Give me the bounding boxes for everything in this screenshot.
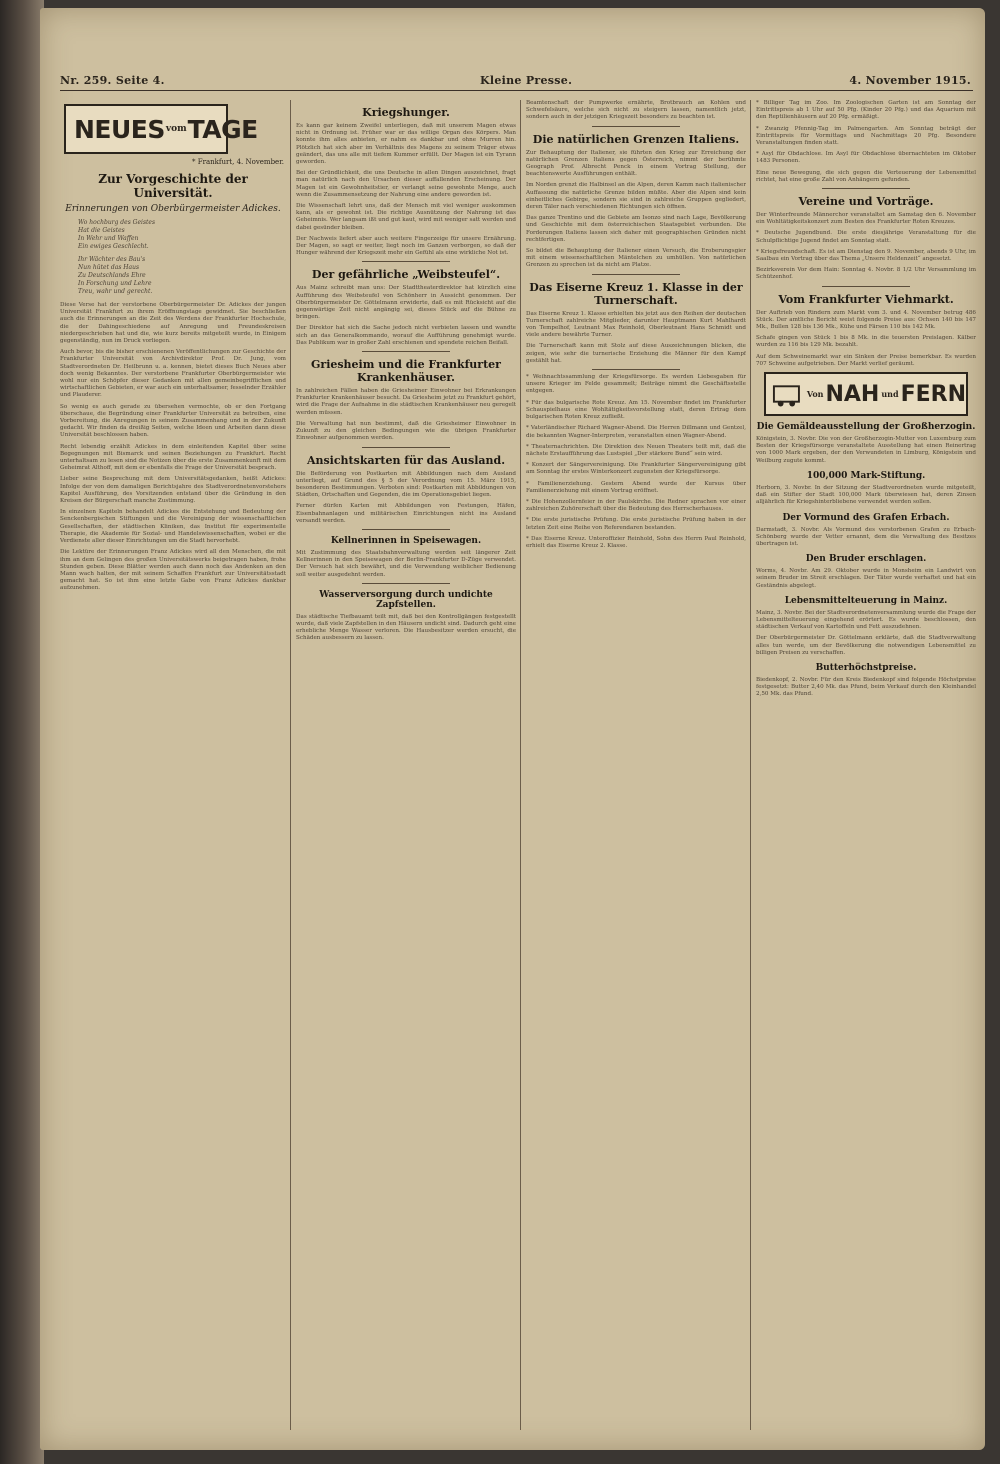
issue-number: Nr. 259. Seite 4.	[60, 74, 165, 87]
column-1	[60, 100, 286, 1430]
article-title: Zur Vorgeschichte der Universität.	[98, 172, 248, 200]
notice: * Deutsche Jugendbund. Die erste diesjährige Veranstaltung für die Schulpflichtige Jugend findet am Sonntag statt.	[756, 230, 976, 244]
paragraph: Beamtenschaft der Pumpwerke ernährte, Brotbrauch an Kohlen und Schwefelsäure, welche sich nicht zu steigern lassen, namentlich jetzt, sondern auch in der jetzigen Kriegszeit besonders zu beachten ist.	[526, 100, 746, 121]
column-3	[526, 100, 746, 1430]
paragraph: Diese Verse hat der verstorbene Oberbürgermeister Dr. Adickes der jungen Universität Frankfurt zu ihrem Eröffnungstage gewidmet. Sie beschließen auch die Erinnerungen an die Zeit des Werdens der Frankfurter Hochschule, die der Dahingeschiedene auf Anregung und Freundeskreisen niedergeschrieben hat und die, wie kurz bereits mitgeteilt wurde, in Einigem gegenständig, nun im Druck vorliegen.	[60, 302, 286, 345]
article-title: Der Vormund des Grafen Erbach.	[782, 512, 950, 523]
paragraph: Im Norden grenzt die Halbinsel an die Alpen, deren Kamm nach italienischer Auffassung die natürliche Grenze bilden müßte. Aber die Alpen sind kein einheitliches Gebirge, sondern sie sind in zahlreiche Gruppen gegliedert, deren Täler nach verschiedenen Richtungen sich öffnen.	[526, 182, 746, 211]
poem-line: Zu Deutschlands Ehre	[78, 272, 146, 279]
news-item: * Theaternachrichten. Die Direktion des Neuen Theaters teilt mit, daß die nächste Erstaufführung das Lustspiel „Der stärkere Bund“ sein wird.	[526, 443, 746, 457]
news-item: * Das Eiserne Kreuz. Unteroffizier Reinhold, Sohn des Herrn Paul Reinhold, erhielt das Eiserne Kreuz 2. Klasse.	[526, 535, 746, 549]
separator	[592, 274, 680, 275]
notice: Der Winterfreunde Männerchor veranstaltet am Samstag den 6. November ein Wohltätigkeitskonzert zum Besten des Frankfurter Roten Kreuzes.	[756, 212, 976, 226]
paragraph: In einzelnen Kapiteln behandelt Adickes die Entstehung und Bedeutung der Senckenbergischen Stiftungen und die Vereinigung der wissenschaftlichen Gesellschaften, der städtischen Kliniken, das Institut für experimentelle Therapie, die Akademie für Sozial- und Handelswissenschaften, wobei er die Verdienste aller dieser Einrichtungen um die Stadt hervorhebt.	[60, 509, 286, 545]
article-title: Der gefährliche „Weibsteufel“.	[311, 268, 501, 282]
paragraph: Der Direktor hat sich die Sache jedoch nicht verbieten lassen und wandte sich an das Generalkommando, worauf die Aufführung genehmigt wurde. Das Publikum war in großer Zahl erschienen und spendete reichen Beifall.	[296, 325, 516, 346]
book-spine	[0, 0, 44, 1464]
dateline: * Frankfurt, 4. November.	[192, 158, 284, 166]
poem-line: In Forschung und Lehre	[78, 280, 152, 287]
paragraph: Herborn, 3. Novbr. In der Sitzung der Stadtverordneten wurde mitgeteilt, daß ein Stifter der Stadt 100,000 Mark überwiesen hat, deren Zinsen alljährlich für Kriegshinterbliebene verwendet werden sollen.	[756, 484, 976, 506]
notice: Bezirksverein Vor dem Hain: Sonntag 4. Novbr. 8 1/2 Uhr Versammlung im Schützenhof.	[756, 267, 976, 281]
poem-line: In Wehr und Waffen	[78, 235, 139, 242]
logo-word-fern: FERN	[900, 381, 966, 407]
paragraph: Auch bevor, bis die bisher erschienenen Veröffentlichungen zur Geschichte der Frankfurter Universität von Archivdirektor Prof. Dr. Jung, vom Stadtverordneten Dr. Heilbrunn u. a. kennen, bietet dieses Buch Neues aber doch wenig Bekanntes. Der verstorbene Frankfurter Oberbürgermeister wie wohl nur ein Schöpfer dieser Gedanken mit allen gemeinbegrifflichen und wirtschaftlichen Gebieten, er war auch ein unterhaltsamer, fesselnder Erzähler und Plauderer.	[60, 349, 286, 399]
newspaper-name: Kleine Presse.	[480, 74, 573, 87]
paragraph: Bei der Gründlichkeit, die uns Deutsche in allen Dingen auszeichnet, fragt man natürlich nach den Ursachen dieser auffallenden Erscheinung. Der Magen ist ein Gewohnheitstier, er verlangt seine gewohnte Menge, auch wenn die Zusammensetzung der Nahrung eine andere geworden ist.	[296, 170, 516, 198]
paragraph: Der Oberbürgermeister Dr. Göttelmann erklärte, daß die Stadtverwaltung alles tun werde, um der Bevölkerung die notwendigen Lebensmittel zu billigen Preisen zu verschaffen.	[756, 635, 976, 656]
paragraph: Die Wissenschaft lehrt uns, daß der Mensch mit viel weniger auskommen kann, als er gewohnt ist. Die richtige Ausnützung der Nahrung ist das Geheimnis. Wer langsam ißt und gut kaut, wird mit weniger satt werden und dabei gesünder bleiben.	[296, 203, 516, 231]
article-title: Die Gemäldeausstellung der Großherzogin.	[756, 422, 976, 433]
article-title: Lebensmittelteuerung in Mainz.	[784, 595, 948, 606]
column-2	[296, 100, 516, 1430]
article-subtitle: Erinnerungen von Oberbürgermeister Adickes.	[65, 204, 281, 214]
neues-vom-tage-logo	[64, 104, 258, 154]
article-title: Kellnerinnen in Speisewagen.	[330, 535, 482, 546]
newspaper-page	[40, 8, 985, 1450]
article-title: Ansichtskarten für das Ausland.	[306, 453, 506, 467]
news-item: * Vaterländischer Richard Wagner-Abend. Die Herren Dillmann und Gentzel, die bekannten Wagner-Interpreten, veranstalten einen Wagner-Abend.	[526, 425, 746, 439]
column-divider	[750, 100, 751, 1430]
column-divider	[520, 100, 521, 1430]
separator	[362, 583, 450, 584]
paragraph: Auf dem Schweinemarkt war ein Sinken der Preise bemerkbar. Es wurden 707 Schweine aufgetrieben. Der Markt verlief geräumt.	[756, 353, 976, 367]
paragraph: Das ganze Trentino und die Gebiete am Isonzo sind nach Lage, Bevölkerung und Geschichte mit dem österreichischen Staatsgebiet verbunden. Die Forderungen Italiens lassen sich daher mit geographischen Gründen nicht rechtfertigen.	[526, 215, 746, 243]
paragraph: Die Turnerschaft kann mit Stolz auf diese Auszeichnungen blicken, die zeigen, wie sehr die turnerische Erziehung die Männer für den Kampf gestählt hat.	[526, 343, 746, 364]
article-title: Den Bruder erschlagen.	[805, 554, 927, 565]
column-divider	[290, 100, 291, 1430]
paragraph: Das Eiserne Kreuz 1. Klasse erhielten bis jetzt aus den Reihen der deutschen Turnerschaft zahlreiche Mitglieder, darunter Hauptmann Kurt Mahlhardt von Tempelhof, Leutnant Max Reinhold, Oberleutnant Hans Schmidt und viele andere bewährte Turner.	[526, 310, 746, 339]
paragraph: Recht lebendig erzählt Adickes in dem einleitenden Kapitel über seine Begegnungen mit Bismarck und seinen Beziehungen zu Frankfurt. Recht unterhaltsam zu lesen sind die Notizen über die erste Zusammenkunft mit dem Geheimrat Althoff, mit dem er ebenfalls die Frage der Universität besprach.	[60, 443, 286, 472]
von-nah-und-fern-logo	[764, 372, 968, 416]
poem-line: Ein ewiges Geschlecht.	[78, 243, 149, 250]
notice: * Asyl für Obdachlose. Im Asyl für Obdachlose übernachteten im Oktober 1483 Personen.	[756, 151, 976, 165]
article-title: Griesheim und die Frankfurter Krankenhäuser.	[311, 358, 501, 385]
column-4	[756, 100, 976, 1430]
poem-line: Wo hochburg des Geistes	[78, 219, 156, 226]
article-title: Die natürlichen Grenzen Italiens.	[532, 132, 740, 146]
paragraph: Zur Behauptung der Italiener, sie führten den Krieg zur Erreichung der natürlichen Grenzen Italiens gegen Österreich, nimmt der berühmte Geograph Prof. Albrecht Penck in einem Vortrag Stellung, der beachtenswerte Ausführungen enthält.	[526, 149, 746, 178]
poem-line: Ihr Wächter des Bau's	[78, 256, 146, 263]
section-title: Vom Frankfurter Viehmarkt.	[778, 292, 954, 306]
separator	[362, 447, 450, 448]
header-rule	[60, 90, 973, 91]
news-item: * Konzert der Sängervereinigung. Die Frankfurter Sängervereinigung gibt am Sonntag ihr erstes Winterkonzert zugunsten der Kriegsfürsorge.	[526, 462, 746, 476]
logo-word-vom: vom	[165, 124, 187, 134]
notice: * Kriegsfreundschaft. Es ist am Dienstag den 9. November, abends 9 Uhr, im Saalbau ein Vortrag über das Thema „Unsere Heldenzeit“ angesetzt.	[756, 248, 976, 263]
paragraph: Worms, 4. Novbr. Am 29. Oktober wurde in Monsheim ein Landwirt von seinem Bruder im Streit erschlagen. Der Täter wurde verhaftet und hat ein Geständnis abgelegt.	[756, 568, 976, 589]
travel-figure-icon	[772, 380, 801, 408]
separator	[592, 126, 680, 127]
paragraph: Die Verwaltung hat nun bestimmt, daß die Griesheimer Einwohner in Zukunft zu den gleichen Bedingungen wie die übrigen Frankfurter Einwohner aufgenommen werden.	[296, 420, 516, 442]
news-item: * Familienerziehung. Gestern Abend wurde der Kursus über Familienerziehung mit einem Vortrag eröffnet.	[526, 480, 746, 494]
paragraph: Mit Zustimmung des Staatsbahnverwaltung werden seit längerer Zeit Kellnerinnen in den Speisewagen der Berlin-Frankfurter D-Züge verwendet. Der Versuch hat sich bewährt, und die Verwendung weiblicher Bedienung soll weiter ausgedehnt werden.	[296, 549, 516, 578]
news-item: * Für das bulgarische Rote Kreuz. Am 15. November findet im Frankfurter Schauspielhaus eine Wohltätigkeitsvorstellung statt, deren Ertrag dem bulgarischen Roten Kreuz zufließt.	[526, 399, 746, 421]
article-title: Wasserversorgung durch undichte Zapfstellen.	[319, 589, 493, 610]
poem-line: Nun hütet das Haus	[78, 264, 140, 271]
paragraph: Ferner dürfen Karten mit Abbildungen von Festungen, Häfen, Eisenbahnanlagen und militärischen Einrichtungen nicht ins Ausland versandt werden.	[296, 503, 516, 524]
paragraph: Mainz, 3. Novbr. Bei der Stadtverordnetenversammlung wurde die Frage der Lebensmittelteuerung eingehend erörtert. Es wurde beschlossen, den städtischen Verkauf von Kartoffeln und Fett auszudehnen.	[756, 609, 976, 631]
paragraph: So bildet die Behauptung der Italiener einen Versuch, die Eroberungsgier mit einem wissenschaftlichen Mäntelchen zu umhüllen. Von natürlichen Grenzen zu sprechen ist da nicht am Platze.	[526, 248, 746, 269]
notice: * Billiger Tag im Zoo. Im Zoologischen Garten ist am Sonntag der Eintrittspreis ab 1 Uhr auf 50 Pfg. (Kinder 20 Pfg.) und das Aquarium mit den Reptilienhäusern auf 20 Pfg. ermäßigt.	[756, 100, 976, 121]
news-item: * Weihnachtssammlung der Kriegsfürsorge. Es werden Liebesgaben für unsere Krieger im Felde gesammelt; Beiträge nimmt die Geschäftsstelle entgegen.	[526, 374, 746, 395]
paragraph: Der Auftrieb von Rindern zum Markt vom 3. und 4. November betrug 486 Stück. Der amtliche Bericht weist folgende Preise aus: Ochsen 140 bis 147 Mk., Bullen 128 bis 136 Mk., Kühe und Färsen 110 bis 142 Mk.	[756, 309, 976, 331]
separator	[592, 369, 680, 370]
article-title: 100,000 Mark-Stiftung.	[806, 470, 926, 481]
news-item: * Die Hohenzollernfeier in der Paulskirche. Die Redner sprachen vor einer zahlreichen Zuhörerschaft über die Bedeutung des Herrscherhauses.	[526, 498, 746, 513]
paragraph: In zahlreichen Fällen haben die Griesheimer Einwohner bei Erkrankungen Frankfurter Krankenhäuser besucht. Da Griesheim jetzt zu Frankfurt gehört, wird die Frage der Aufnahme in die städtischen Krankenhäuser neu geregelt werden müssen.	[296, 388, 516, 416]
article-title: Das Eiserne Kreuz 1. Klasse in der Turnerschaft.	[529, 280, 743, 307]
paragraph: Das städtische Tiefbauamt teilt mit, daß bei den Kontrollgängen festgestellt wurde, daß viele Zapfstellen in den Häusern undicht sind. Dadurch geht eine erhebliche Menge Wasser verloren. Die Hausbesitzer werden ersucht, die Schäden ausbessern zu lassen.	[296, 613, 516, 642]
logo-word-neues: NEUES	[74, 114, 165, 144]
separator	[822, 188, 910, 189]
separator	[362, 351, 450, 352]
poem-line: Hat die Geistes	[78, 227, 125, 234]
paragraph: Lieber seine Besprechung mit dem Universitätsgedanken, heißt Adickes: Infolge der von dem damaligen Berichtsjahre des Stadtverordnetenvorstehers Kapitel Ausführung, des Vorsitzenden entstand über die Gründung in den Kreisen der Bürgerschaft manche Zustimmung.	[60, 476, 286, 505]
logo-word-nah: NAH	[825, 381, 880, 407]
poem-line: Treu, wahr und gerecht.	[78, 288, 153, 295]
paragraph: Königstein, 3. Novbr. Die von der Großherzogin-Mutter von Luxemburg zum Besten der Kriegsfürsorge veranstaltete Ausstellung hat einen Reinertrag von 1000 Mark ergeben, der den Verwundeten in Limburg, Königstein und Weilburg zugute kommt.	[756, 436, 976, 464]
news-item: * Die erste juristische Prüfung. Die erste juristische Prüfung haben in der letzten Zeit eine Reihe von Referendaren bestanden.	[526, 517, 746, 531]
paragraph: Aus Mainz schreibt man uns: Der Stadttheaterdirektor hat kürzlich eine Aufführung des Weibsteufel von Schönherr in Aussicht genommen. Der Oberbürgermeister Dr. Göttelmann erwiderte, daß es mit Rücksicht auf die gegenwärtige Zeit nicht angängig sei, dieses Stück auf die Bühne zu bringen.	[296, 285, 516, 321]
logo-word-von: Von	[806, 389, 824, 400]
paragraph: Biedenkopf, 2. Novbr. Für den Kreis Biedenkopf sind folgende Höchstpreise festgesetzt: Butter 2,40 Mk. das Pfund, beim Verkauf durch den Kleinhandel 2,50 Mk. das Pfund.	[756, 676, 976, 698]
notice: Eine neue Bewegung, die sich gegen die Verteuerung der Lebensmittel richtet, hat eine große Zahl von Anhängern gefunden.	[756, 169, 976, 183]
notice: * Zwanzig Pfennig-Tag im Palmengarten. Am Sonntag beträgt der Eintrittspreis für Vormittags und Nachmittags 20 Pfg. Besondere Veranstaltungen finden statt.	[756, 125, 976, 147]
section-title: Vereine und Vorträge.	[798, 195, 934, 209]
article-title: Butterhöchstpreise.	[815, 662, 917, 673]
paragraph: Die Beförderung von Postkarten mit Abbildungen nach dem Ausland unterliegt, auf Grund des § 5 der Verordnung vom 15. März 1915, besonderen Bestimmungen. Verboten sind: Postkarten mit Abbildungen von Städten, Ortschaften und Gegenden, die im Operationsgebiet liegen.	[296, 470, 516, 499]
paragraph: Die Lektüre der Erinnerungen Franz Adickes wird all den Menschen, die mit ihm an dem Gelingen des großen Universitätswerks beigetragen haben, frohe Stunden geben. Diese Blätter werden auch dann noch das Andenken an den Mann wach halten, der mit seinem Schaffen Frankfurt zur Universitätsstadt gemacht hat. So ist ihm eine letzte Gabe von Franz Adickes dankbar aufzunehmen.	[60, 549, 286, 592]
issue-date: 4. November 1915.	[849, 74, 971, 87]
paragraph: So wenig es auch gerade zu übersehen vermochte, ob er den Fortgang überschaue, die Begründung einer Frankfurter Universität zu betreiben, eine Vorbereitung, die Anregungen in seinem Zusammenhang und in der Zukunft gedacht. Wir finden da dreißig Seiten, welche Ideen und Arbeiten dann diese Universität beschlossen haben.	[60, 403, 286, 439]
poem	[78, 219, 286, 296]
article-title: Kriegshunger.	[362, 106, 450, 119]
paragraph: Schafe gingen von Stück 1 bis 8 Mk. in die teuersten Preislagen. Kälber wurden zu 116 bis 129 Mk. bezahlt.	[756, 335, 976, 349]
paragraph: Es kann gar keinem Zweifel unterliegen, daß mit unserem Magen etwas nicht in Ordnung ist. Früher war er das willige Organ des Körpers. Man konnte ihm alles anbieten, er nahm es dankbar und ohne Murren hin. Plötzlich hat sich aber im Verhältnis des Magens zu seinem Träger etwas geändert, das uns alle mit tiefem Kummer erfüllt. Der Magen ist ein Tyrann geworden.	[296, 123, 516, 166]
separator	[362, 261, 450, 262]
logo-word-tage: TAGE	[187, 114, 258, 144]
separator	[362, 529, 450, 530]
paragraph: Der Nachweis liefert aber auch weitere Fingerzeige für unsere Ernährung. Der Magen, so sagt er weiter, liegt noch im Ganzen verborgen, so daß der Hunger während der Kriegszeit mehr ein Gefühl als eine wirkliche Not ist.	[296, 235, 516, 257]
paragraph: Darmstadt, 3. Novbr. Als Vormund des verstorbenen Grafen zu Erbach-Schönberg wurde der Vetter ernannt, dem die Verwaltung des Besitzes übertragen ist.	[756, 526, 976, 547]
separator	[822, 286, 910, 287]
logo-word-und: und	[881, 389, 899, 400]
